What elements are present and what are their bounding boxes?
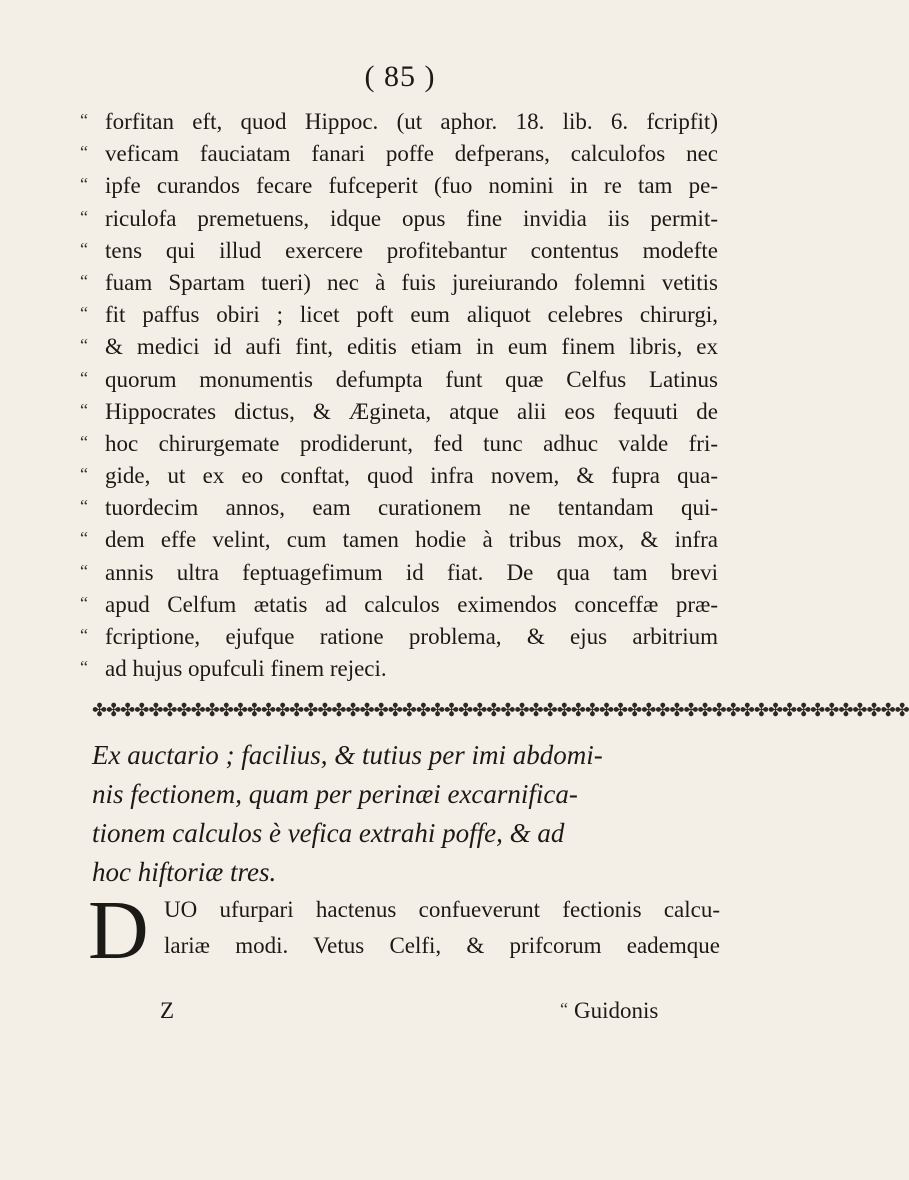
line-text: veficam fauciatam fanari poffe defperans, calculofos nec — [105, 141, 718, 167]
text-line — [80, 203, 718, 235]
quote-mark: “ — [80, 110, 88, 130]
text-line — [80, 299, 718, 331]
line-text: ipfe curandos fecare fufceperit (fuo nomini in re tam pe- — [105, 173, 718, 199]
quote-mark: “ — [80, 625, 88, 645]
text-line — [80, 331, 718, 363]
text-line — [80, 170, 718, 202]
line-text: forfitan eft, quod Hippoc. (ut aphor. 18. lib. 6. fcripfit) — [105, 109, 718, 134]
quote-mark: “ — [80, 303, 88, 324]
section-heading — [92, 736, 720, 892]
catchword-text: Guidonis — [574, 998, 659, 1023]
quote-mark: “ — [80, 270, 88, 291]
line-text: apud Celfum ætatis ad calculos eximendos conceffæ præ- — [105, 591, 718, 617]
heading-line: Ex auctario ; facilius, & tutius per imi abdomi- — [92, 740, 603, 770]
text-line — [80, 138, 718, 170]
text-line — [80, 106, 718, 138]
body-line: UO ufurpari hactenus confueverunt fectionis calcu- — [164, 897, 720, 922]
quote-mark: “ — [80, 464, 88, 485]
quote-mark: “ — [80, 238, 88, 259]
text-line — [80, 589, 718, 621]
text-line — [80, 364, 718, 396]
text-line — [80, 524, 718, 556]
line-text: ad hujus opufculi finem rejeci. — [105, 656, 387, 682]
text-line — [80, 396, 718, 428]
text-line — [80, 557, 718, 589]
quote-mark: “ — [80, 528, 88, 549]
quote-mark: “ — [80, 335, 88, 356]
text-line — [80, 653, 718, 685]
line-text: fit paffus obiri ; licet poft eum aliquot celebres chirurgi, — [105, 302, 718, 328]
text-line — [80, 267, 718, 299]
line-text: riculofa premetuens, idque opus fine invidia iis permit- — [105, 205, 718, 231]
paragraph-body — [164, 892, 720, 964]
quote-mark: “ — [80, 592, 88, 613]
signature-mark: Z — [160, 998, 175, 1023]
line-text: hoc chirurgemate prodiderunt, fed tunc adhuc valde fri- — [105, 430, 718, 456]
quote-mark: “ — [80, 399, 88, 420]
quote-mark: “ — [80, 657, 88, 678]
quote-mark: “ — [80, 174, 88, 195]
line-text: dem effe velint, cum tamen hodie à tribus mox, & infra — [105, 527, 718, 553]
line-text: quorum monumentis defumpta funt quæ Celfus Latinus — [105, 366, 718, 392]
quote-mark: “ — [80, 142, 88, 163]
heading-line: nis fectionem, quam per perinæi excarnifica- — [92, 779, 578, 809]
body-line: lariæ modi. Vetus Celfi, & prifcorum eademque — [164, 933, 720, 958]
line-text: fcriptione, ejufque ratione problema, & ejus arbitrium — [105, 624, 718, 649]
text-line — [80, 621, 718, 653]
quote-mark: “ — [80, 367, 88, 388]
text-line — [80, 492, 718, 524]
ornament-rule: ✤✤✤✤✤✤✤✤✤✤✤✤✤✤✤✤✤✤✤✤✤✤✤✤✤✤✤✤✤✤✤✤✤✤✤✤✤✤✤✤✤✤✤✤✤✤✤✤✤✤✤✤✤✤✤✤✤✤ — [92, 700, 909, 720]
quote-mark: “ — [80, 496, 88, 517]
line-text: & medici id aufi fint, editis etiam in eum finem libris, ex — [105, 334, 718, 360]
quote-mark: “ — [560, 999, 568, 1019]
paragraph-quoted — [80, 106, 718, 685]
line-text: tens qui illud exercere profitebantur contentus modefte — [105, 237, 718, 263]
line-text: annis ultra feptuagefimum id fiat. De qua tam brevi — [105, 559, 718, 585]
page-number: ( 85 ) — [364, 60, 436, 93]
text-line — [80, 460, 718, 492]
heading-line: hoc hiftoriæ tres. — [92, 857, 277, 887]
quote-mark: “ — [80, 431, 88, 452]
text-line — [80, 235, 718, 267]
catchword — [560, 998, 658, 1024]
quote-mark: “ — [80, 560, 88, 581]
quote-mark: “ — [80, 206, 88, 227]
drop-cap: D — [88, 884, 149, 977]
line-text: Hippocrates dictus, & Ægineta, atque alii eos fequuti de — [105, 398, 718, 424]
text-line — [80, 428, 718, 460]
line-text: gide, ut ex eo conftat, quod infra novem, & fupra qua- — [105, 463, 718, 489]
heading-line: tionem calculos è vefica extrahi poffe, & ad — [92, 818, 565, 848]
line-text: fuam Spartam tueri) nec à fuis jureiurando folemni vetitis — [105, 269, 718, 295]
line-text: tuordecim annos, eam curationem ne tentandam qui- — [105, 495, 718, 521]
